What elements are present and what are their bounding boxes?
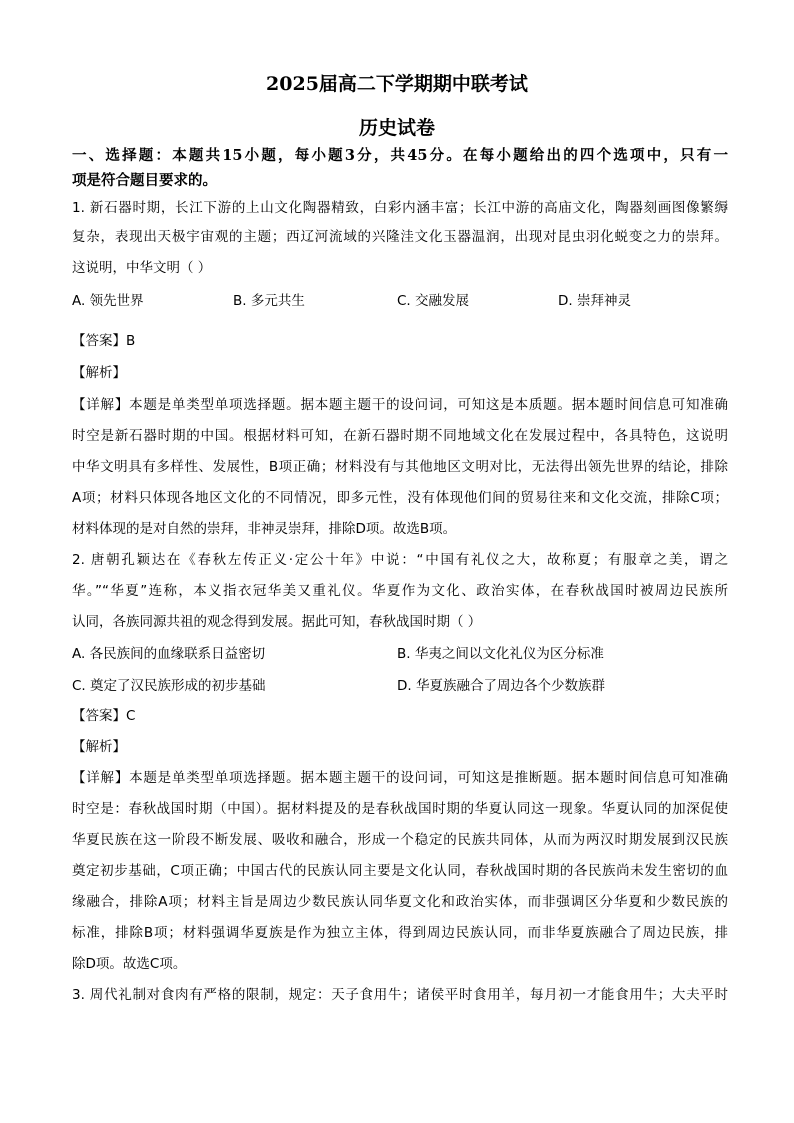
q1-analysis-label: 【解析】 <box>72 365 126 381</box>
q1-option-b: B. 多元共生 <box>233 293 305 309</box>
q2-option-a: A. 各民族间的血缘联系日益密切 <box>72 646 266 662</box>
section-heading-line2: 项是符合题目要求的。 <box>72 172 217 189</box>
q2-detail-line: 缘融合，排除A项；材料主旨是周边少数民族认同华夏文化和政治实体，而非强调区分华夏和少数民族的 <box>72 894 728 910</box>
q1-option-a: A. 领先世界 <box>72 293 144 309</box>
q2-answer: 【答案】C <box>72 708 136 724</box>
q1-detail-line: A项；材料只体现各地区文化的不同情况，即多元性，没有体现他们间的贸易往来和文化交流，排除C项； <box>72 490 728 506</box>
q2-detail-line: 华夏民族在这一阶段不断发展、吸收和融合，形成一个稳定的民族共同体，从而为两汉时期发展到汉民族 <box>72 832 728 848</box>
exam-title: 2025届高二下学期期中联考试 <box>266 73 528 95</box>
q1-option-d: D. 崇拜神灵 <box>558 293 631 309</box>
q1-stem-line: 这说明，中华文明（ ） <box>72 260 212 276</box>
section-heading-line1: 一、选择题：本题共15小题，每小题3分，共45分。在每小题给出的四个选项中，只有一 <box>72 147 728 164</box>
q2-detail-line: 标准，排除B项；材料强调华夏族是作为独立主体，得到周边民族认同，而非华夏族融合了周边民族，排 <box>72 925 728 941</box>
q1-stem-line: 1. 新石器时期，长江下游的上山文化陶器精致，白彩内涵丰富；长江中游的高庙文化，陶器刻画图像繁缛 <box>72 200 728 216</box>
q2-option-b: B. 华夷之间以文化礼仪为区分标准 <box>397 646 604 662</box>
q1-answer: 【答案】B <box>72 333 136 349</box>
q2-stem-line: 认同，各族同源共祖的观念得到发展。据此可知，春秋战国时期（ ） <box>72 614 482 630</box>
q2-detail-line: 除D项。故选C项。 <box>72 956 187 972</box>
q1-stem-line: 复杂，表现出天极宇宙观的主题；西辽河流域的兴隆洼文化玉器温润，出现对昆虫羽化蜕变之力的崇拜。 <box>72 229 728 245</box>
q2-option-d: D. 华夏族融合了周边各个少数族群 <box>397 678 605 694</box>
q2-detail-line: 【详解】本题是单类型单项选择题。据本题主题干的设问词，可知这是推断题。据本题时间信息可知准确 <box>72 770 728 786</box>
q2-analysis-label: 【解析】 <box>72 739 126 755</box>
q3-stem-line: 3. 周代礼制对食肉有严格的限制，规定：天子食用牛；诸侯平时食用羊，每月初一才能食用牛；大夫平时 <box>72 987 728 1003</box>
q2-detail-line: 奠定初步基础，C项正确；中国古代的民族认同主要是文化认同，春秋战国时期的各民族尚未发生密切的血 <box>72 863 728 879</box>
q1-detail-line: 材料体现的是对自然的崇拜，非神灵崇拜，排除D项。故选B项。 <box>72 521 457 537</box>
q2-stem-line: 华。”“华夏”连称，本义指衣冠华美又重礼仪。华夏作为文化、政治实体，在春秋战国时被周边民族所 <box>72 583 728 599</box>
q1-detail-line: 【详解】本题是单类型单项选择题。据本题主题干的设问词，可知这是本质题。据本题时间信息可知准确 <box>72 397 728 413</box>
q1-option-c: C. 交融发展 <box>397 293 470 309</box>
q1-detail-line: 时空是新石器时期的中国。根据材料可知，在新石器时期不同地域文化在发展过程中，各具特色，这说明 <box>72 428 728 444</box>
q1-detail-line: 中华文明具有多样性、发展性，B项正确；材料没有与其他地区文明对比，无法得出领先世界的结论，排除 <box>72 459 728 475</box>
q2-stem-line: 2. 唐朝孔颖达在《春秋左传正义·定公十年》中说：“中国有礼仪之大，故称夏；有服章之美，谓之 <box>72 552 728 568</box>
q2-option-c: C. 奠定了汉民族形成的初步基础 <box>72 678 266 694</box>
q2-detail-line: 时空是：春秋战国时期（中国）。据材料提及的是春秋战国时期的华夏认同这一现象。华夏认同的加深促使 <box>72 801 728 817</box>
subject-title: 历史试卷 <box>358 117 435 139</box>
